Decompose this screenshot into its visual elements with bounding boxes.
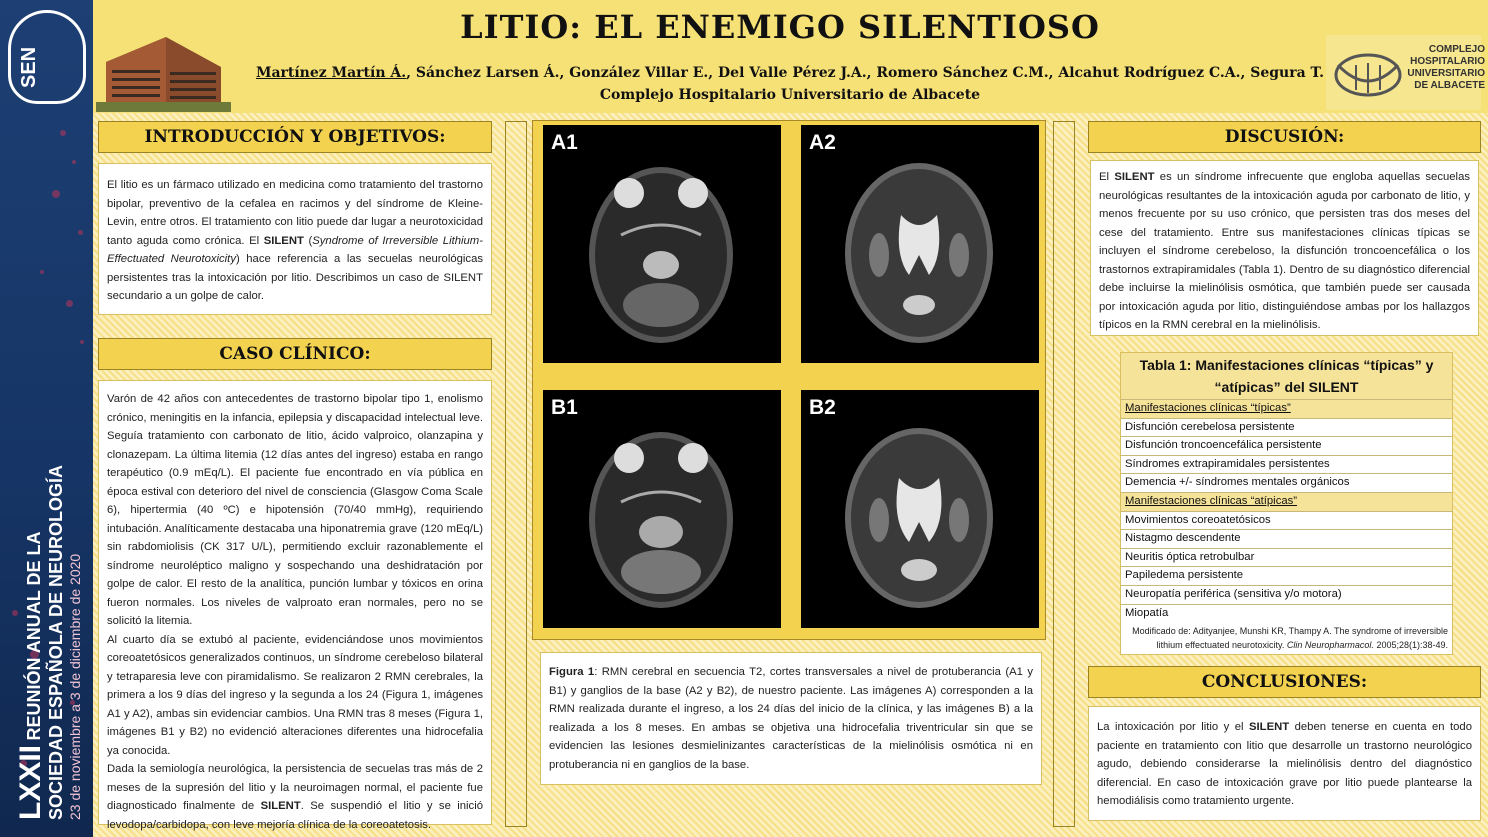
mri-image-a1 bbox=[543, 125, 781, 363]
hospital-emblem-icon bbox=[1326, 35, 1406, 110]
case-title: CASO CLÍNICO: bbox=[98, 338, 492, 370]
mri-image-b2 bbox=[801, 390, 1039, 628]
hospital-logo-line: COMPLEJO bbox=[1428, 44, 1485, 55]
case-paragraph bbox=[107, 760, 483, 834]
other-authors: , Sánchez Larsen Á., González Villar E., Del Valle Pérez J.A., Romero Sánchez C.M., Alcahut Rodríguez C.A., Segura T. bbox=[406, 65, 1325, 81]
intro-text-part: El litio es un fármaco utilizado en medicina como tratamiento del trastorno bipolar, preventivo de la cefalea en racimos y del síndrome de Kleine-Levin, entre otros. El tratamiento con litio puede dar lugar a neurotoxicidad tanto aguda como crónica. El bbox=[107, 179, 483, 247]
table-row: Demencia +/- síndromes mentales orgánicos bbox=[1121, 473, 1452, 492]
table-group-header: Manifestaciones clínicas “atípicas” bbox=[1121, 492, 1452, 511]
intro-text-part: ( bbox=[303, 234, 313, 247]
silent-term: SILENT bbox=[260, 800, 301, 812]
column-separator bbox=[1053, 121, 1075, 827]
figure-caption bbox=[540, 652, 1042, 785]
brain-mri-pons bbox=[581, 155, 741, 345]
conference-line1: REUNIÓN ANUAL DE LA bbox=[24, 531, 44, 741]
hospital-building-image bbox=[96, 22, 231, 112]
table-row: Disfunción cerebelosa persistente bbox=[1121, 418, 1452, 437]
conclusions-text-part: deben tenerse en cuenta en todo paciente en tratamiento con litio que desarrolle un trastorno neurológico agudo, debiendo considerarse la mielinólisis dentro del diagnóstico diferencial. En caso de intoxicación grave por litio puede plantearse la hemodiálisis como tratamiento urgente. bbox=[1097, 721, 1472, 807]
conclusions-text bbox=[1088, 706, 1481, 821]
brain-mri-basal-ganglia bbox=[839, 420, 999, 610]
conclusions-title: CONCLUSIONES: bbox=[1088, 666, 1481, 698]
table-source-journal: Clin Neuropharmacol. bbox=[1286, 640, 1374, 651]
hospital-logo-line: HOSPITALARIO bbox=[1410, 56, 1485, 67]
image-label: A1 bbox=[551, 131, 578, 154]
intro-text bbox=[98, 163, 492, 315]
discussion-text-part: es un síndrome infrecuente que engloba aquellas secuelas neurológicas resultantes de la intoxicación aguda por carbonato de litio, y menos frecuente por su uso crónico, que persisten tras dos meses del cese del tratamiento. Entre sus manifestaciones clínicas típicas se incluyen el síndrome cerebeloso, la disfunción troncoencefálica o los trastornos extrapiramidales (Tabla 1). Dentro de su diagnóstico diferencial debe incluirse la mielinólisis osmótica, que también puede ser causada por intoxicación aguda por litio, distinguiéndose ambas por los hallazgos típicos en la RMN cerebral en la mielinólisis. bbox=[1099, 171, 1470, 331]
conference-title bbox=[16, 465, 84, 820]
intro-title: INTRODUCCIÓN Y OBJETIVOS: bbox=[98, 121, 492, 153]
silent-term: SILENT bbox=[1249, 721, 1290, 733]
sen-logo-text: SEN bbox=[18, 46, 40, 88]
column-separator bbox=[505, 121, 527, 827]
table-row: Miopatía bbox=[1121, 604, 1452, 623]
conclusions-text-part: La intoxicación por litio y el bbox=[1097, 721, 1249, 733]
intro-text-part: ) hace referencia a las secuelas neurológicas persistentes tras la intoxicación por litio. Describimos un caso de SILENT secundario a un golpe de calor. bbox=[107, 253, 483, 302]
case-text-part: Dada la semiología neurológica, la persistencia de secuelas tras más de 2 meses de la supresión del litio y la neuroimagen normal, el paciente fue diagnosticado finalmente de bbox=[107, 763, 483, 812]
table-source-line bbox=[1125, 638, 1448, 652]
table-group-header: Manifestaciones clínicas “típicas” bbox=[1121, 399, 1452, 418]
poster-title: LITIO: EL ENEMIGO SILENTIOSO bbox=[460, 8, 1100, 46]
table-row: Nistagmo descendente bbox=[1121, 529, 1452, 548]
caption-label: Figura 1 bbox=[549, 666, 595, 678]
case-text bbox=[98, 380, 492, 831]
table-source-part: lithium effectuated neurotoxicity. bbox=[1156, 640, 1287, 651]
discussion-text-part: El bbox=[1099, 171, 1115, 183]
case-text-part: . Se suspendió el litio y se inició levodopa/carbidopa, con leve mejoría clínica de la coreoatetosis. bbox=[107, 800, 483, 831]
affiliation: Complejo Hospitalario Universitario de Albacete bbox=[599, 87, 981, 103]
hospital-logo-line: UNIVERSITARIO bbox=[1407, 68, 1485, 79]
image-label: B1 bbox=[551, 396, 578, 419]
first-author: Martínez Martín Á. bbox=[255, 65, 407, 81]
case-paragraph: Al cuarto día se extubó al paciente, evidenciándose unos movimientos coreoatetósicos generalizados continuos, un síndrome cerebeloso bilateral y tetraparesia leve con piramidalismo. Se realizaron 2 RMN cerebrales, la primera a los 9 días del ingreso y la segunda a los 24 (Figura 1, imágenes A1 y A2), ambas sin evidenciar cambios. Una RMN tras 8 meses (Figura 1, imágenes B1 y B2) no evidenció alteraciones diferentes una hidrocefalia ya conocida. bbox=[107, 633, 483, 757]
table-row: Síndromes extrapiramidales persistentes bbox=[1121, 455, 1452, 474]
hospital-logo-text bbox=[1405, 44, 1485, 92]
table-row: Movimientos coreoatetósicos bbox=[1121, 511, 1452, 530]
table-rows bbox=[1121, 399, 1452, 622]
table-title: Tabla 1: Manifestaciones clínicas “típicas” y “atípicas” del SILENT bbox=[1121, 353, 1452, 399]
conference-edition: LXXII bbox=[14, 744, 47, 820]
table-row: Neuropatía periférica (sensitiva y/o motora) bbox=[1121, 585, 1452, 604]
table-source bbox=[1121, 622, 1452, 654]
mri-image-a2 bbox=[801, 125, 1039, 363]
conference-line2: SOCIEDAD ESPAÑOLA DE NEUROLOGÍA bbox=[46, 464, 66, 820]
brain-mri-pons bbox=[581, 420, 741, 610]
hospital-logo-line: DE ALBACETE bbox=[1414, 80, 1485, 91]
silent-expansion: Syndrome of Irreversible Lithium-Effectuated Neurotoxicity bbox=[107, 234, 483, 265]
brain-mri-basal-ganglia bbox=[839, 155, 999, 345]
table-row: Papiledema persistente bbox=[1121, 566, 1452, 585]
table-source-line: Modificado de: Adityanjee, Munshi KR, Thampy A. The syndrome of irreversible bbox=[1132, 626, 1448, 637]
discussion-title: DISCUSIÓN: bbox=[1088, 121, 1481, 153]
mri-image-b1 bbox=[543, 390, 781, 628]
caption-text: : RMN cerebral en secuencia T2, cortes transversales a nivel de protuberancia (A1 y B1) y ganglios de la base (A2 y B2), de nuestro paciente. Las imágenes A) corresponden a la RMN realizada durante el ingreso, a los 24 días del inicio de la clínica, y las imágenes B) a la realizada a los 8 meses. En ambas se objetiva una hidrocefalia triventricular sin que se evidencien las lesiones desmielinizantes características de la mielinólisis osmótica ni en protuberancia ni en ganglios de la base. bbox=[549, 666, 1033, 771]
authors bbox=[240, 65, 1340, 81]
table-row: Neuritis óptica retrobulbar bbox=[1121, 548, 1452, 567]
image-label: A2 bbox=[809, 131, 836, 154]
table-source-part: 2005;28(1):38-49. bbox=[1373, 640, 1448, 651]
silent-term: SILENT bbox=[1114, 171, 1155, 183]
case-paragraph: Varón de 42 años con antecedentes de trastorno bipolar tipo 1, enolismo crónico, meningitis en la infancia, epilepsia y discapacidad intelectual leve. Seguía tratamiento con carbonato de litio, ácido valproico, olanzapina y clonazepam. La última litemia (12 días antes del ingreso) estaba en rango terapéutico (0.9 mEq/L). El paciente fue encontrado en vía pública en época estival con deterioro del nivel de consciencia (Glasgow Coma Scale 6), hipertermia (40 ºC) e hipotensión (70/40 mmHg), requiriendo intubación. Analíticamente destacaba una hiponatremia grave (120 mEq/L) sin rabdomiolisis (CK 317 U/L), permitiendo excluir razonablemente el síndrome neuroléptico maligno y sospechando una deshidratación por golpe de calor. El resto de la analítica, punción lumbar y tóxicos en orina fueron normales. Los niveles de valproato eran normales, pero no se solicitó la litemia. bbox=[107, 393, 483, 627]
conference-dates: 23 de noviembre a 3 de diciembre de 2020 bbox=[67, 553, 83, 820]
table-1 bbox=[1120, 352, 1453, 655]
image-label: B2 bbox=[809, 396, 836, 419]
discussion-text bbox=[1090, 160, 1479, 336]
silent-term: SILENT bbox=[263, 234, 304, 247]
table-row: Disfunción troncoencefálica persistente bbox=[1121, 436, 1452, 455]
